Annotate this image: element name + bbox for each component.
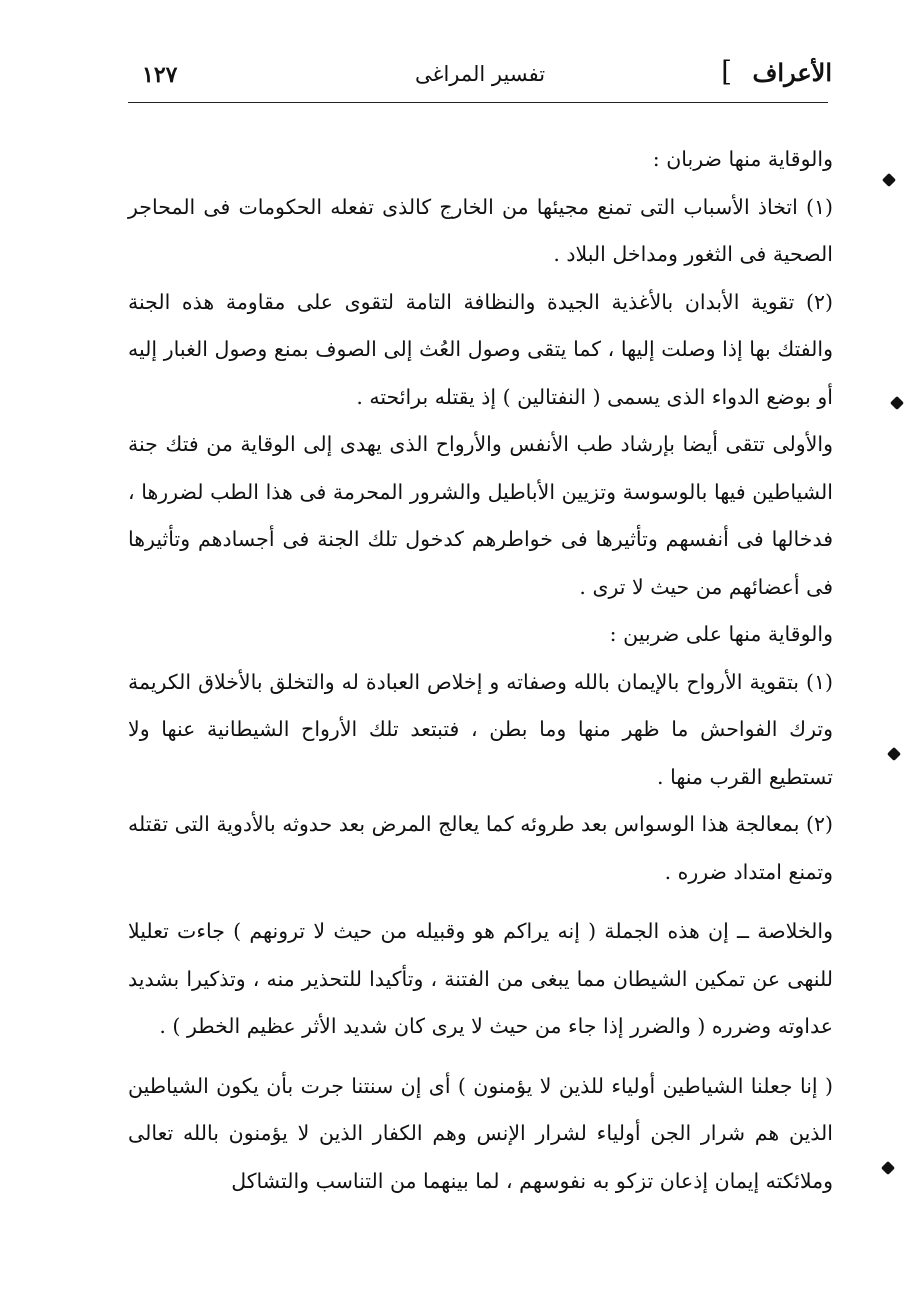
header-surah-name: الأعراف xyxy=(752,58,832,87)
header-book-title: تفسير المراغى xyxy=(414,62,546,86)
paragraph: والخلاصة ــ إن هذه الجملة ( إنه يراكم هو وقبيله من حيث لا ترونهم ) جاءت تعليلا للنهى عن تمكين الشيطان مما يبغى من الفتنة ، وتأكيدا للتحذير منه ، وتذكيرا بشديد عداوته وضرره ( والضرر إذا جاء من حيث لا يرى كان شديد الأثر عظيم الخطر ) . xyxy=(128,919,833,1038)
paragraph: والوقاية منها على ضربين : xyxy=(609,622,833,646)
paragraph: والأولى تتقى أيضا بإرشاد طب الأنفس والأرواح الذى يهدى إلى الوقاية من فتك جنة الشياطين فيها بالوسوسة وتزيين الأباطيل والشرور المحرمة فى هذا الطب لضررها ، فدخالها فى أنفسهم وتأثيرها فى خواطرهم كدخول تلك الجنة فى أجسادهم وتأثيرها فى أعضائهم من حيث لا ترى . xyxy=(128,432,833,599)
paragraph: (٢) بمعالجة هذا الوسواس بعد طروئه كما يعالج المرض بعد حدوثه بالأدوية التى تقتله وتمنع امتداد ضرره . xyxy=(128,812,833,884)
paragraph: (١) اتخاذ الأسباب التى تمنع مجيئها من الخارج كالذى تفعله الحكومات فى المحاجر الصحية فى الثغور ومداخل البلاد . xyxy=(128,194,833,266)
margin-mark xyxy=(881,1161,895,1175)
paragraph: والوقاية منها ضربان : xyxy=(652,147,833,171)
header-bracket: ] xyxy=(721,55,732,88)
margin-mark xyxy=(882,173,896,187)
page-number: ١٢٧ xyxy=(142,62,178,88)
paragraph: (١) بتقوية الأرواح بالإيمان بالله وصفاته و إخلاص العبادة له والتخلق بالأخلاق الكريمة وترك الفواحش ما ظهر منها وما بطن ، فتبتعد تلك الأرواح الشيطانية عنها ولا تستطيع القرب منها . xyxy=(128,669,833,789)
margin-mark xyxy=(887,747,901,761)
header-rule xyxy=(128,102,828,103)
margin-mark xyxy=(890,396,904,410)
page-body xyxy=(128,136,833,1205)
paragraph: (٢) تقوية الأبدان بالأغذية الجيدة والنظافة التامة لتقوى على مقاومة هذه الجنة والفتك بها إذا وصلت إليها ، كما يتقى وصول العُث إلى الصوف بمنع وصول الغبار إليه أو بوضع الدواء الذى يسمى ( النفتالين ) إذ يقتله برائحته . xyxy=(128,289,833,409)
paragraph: ( إنا جعلنا الشياطين أولياء للذين لا يؤمنون ) أى إن سنتنا جرت بأن يكون الشياطين الذين هم شرار الجن أولياء لشرار الإنس وهم الكفار الذين لا يؤمنون بالله تعالى وملائكته إيمان إذعان تزكو به نفوسهم ، لما بينهما من التناسب والتشاكل xyxy=(128,1073,833,1193)
page-header xyxy=(128,52,832,100)
